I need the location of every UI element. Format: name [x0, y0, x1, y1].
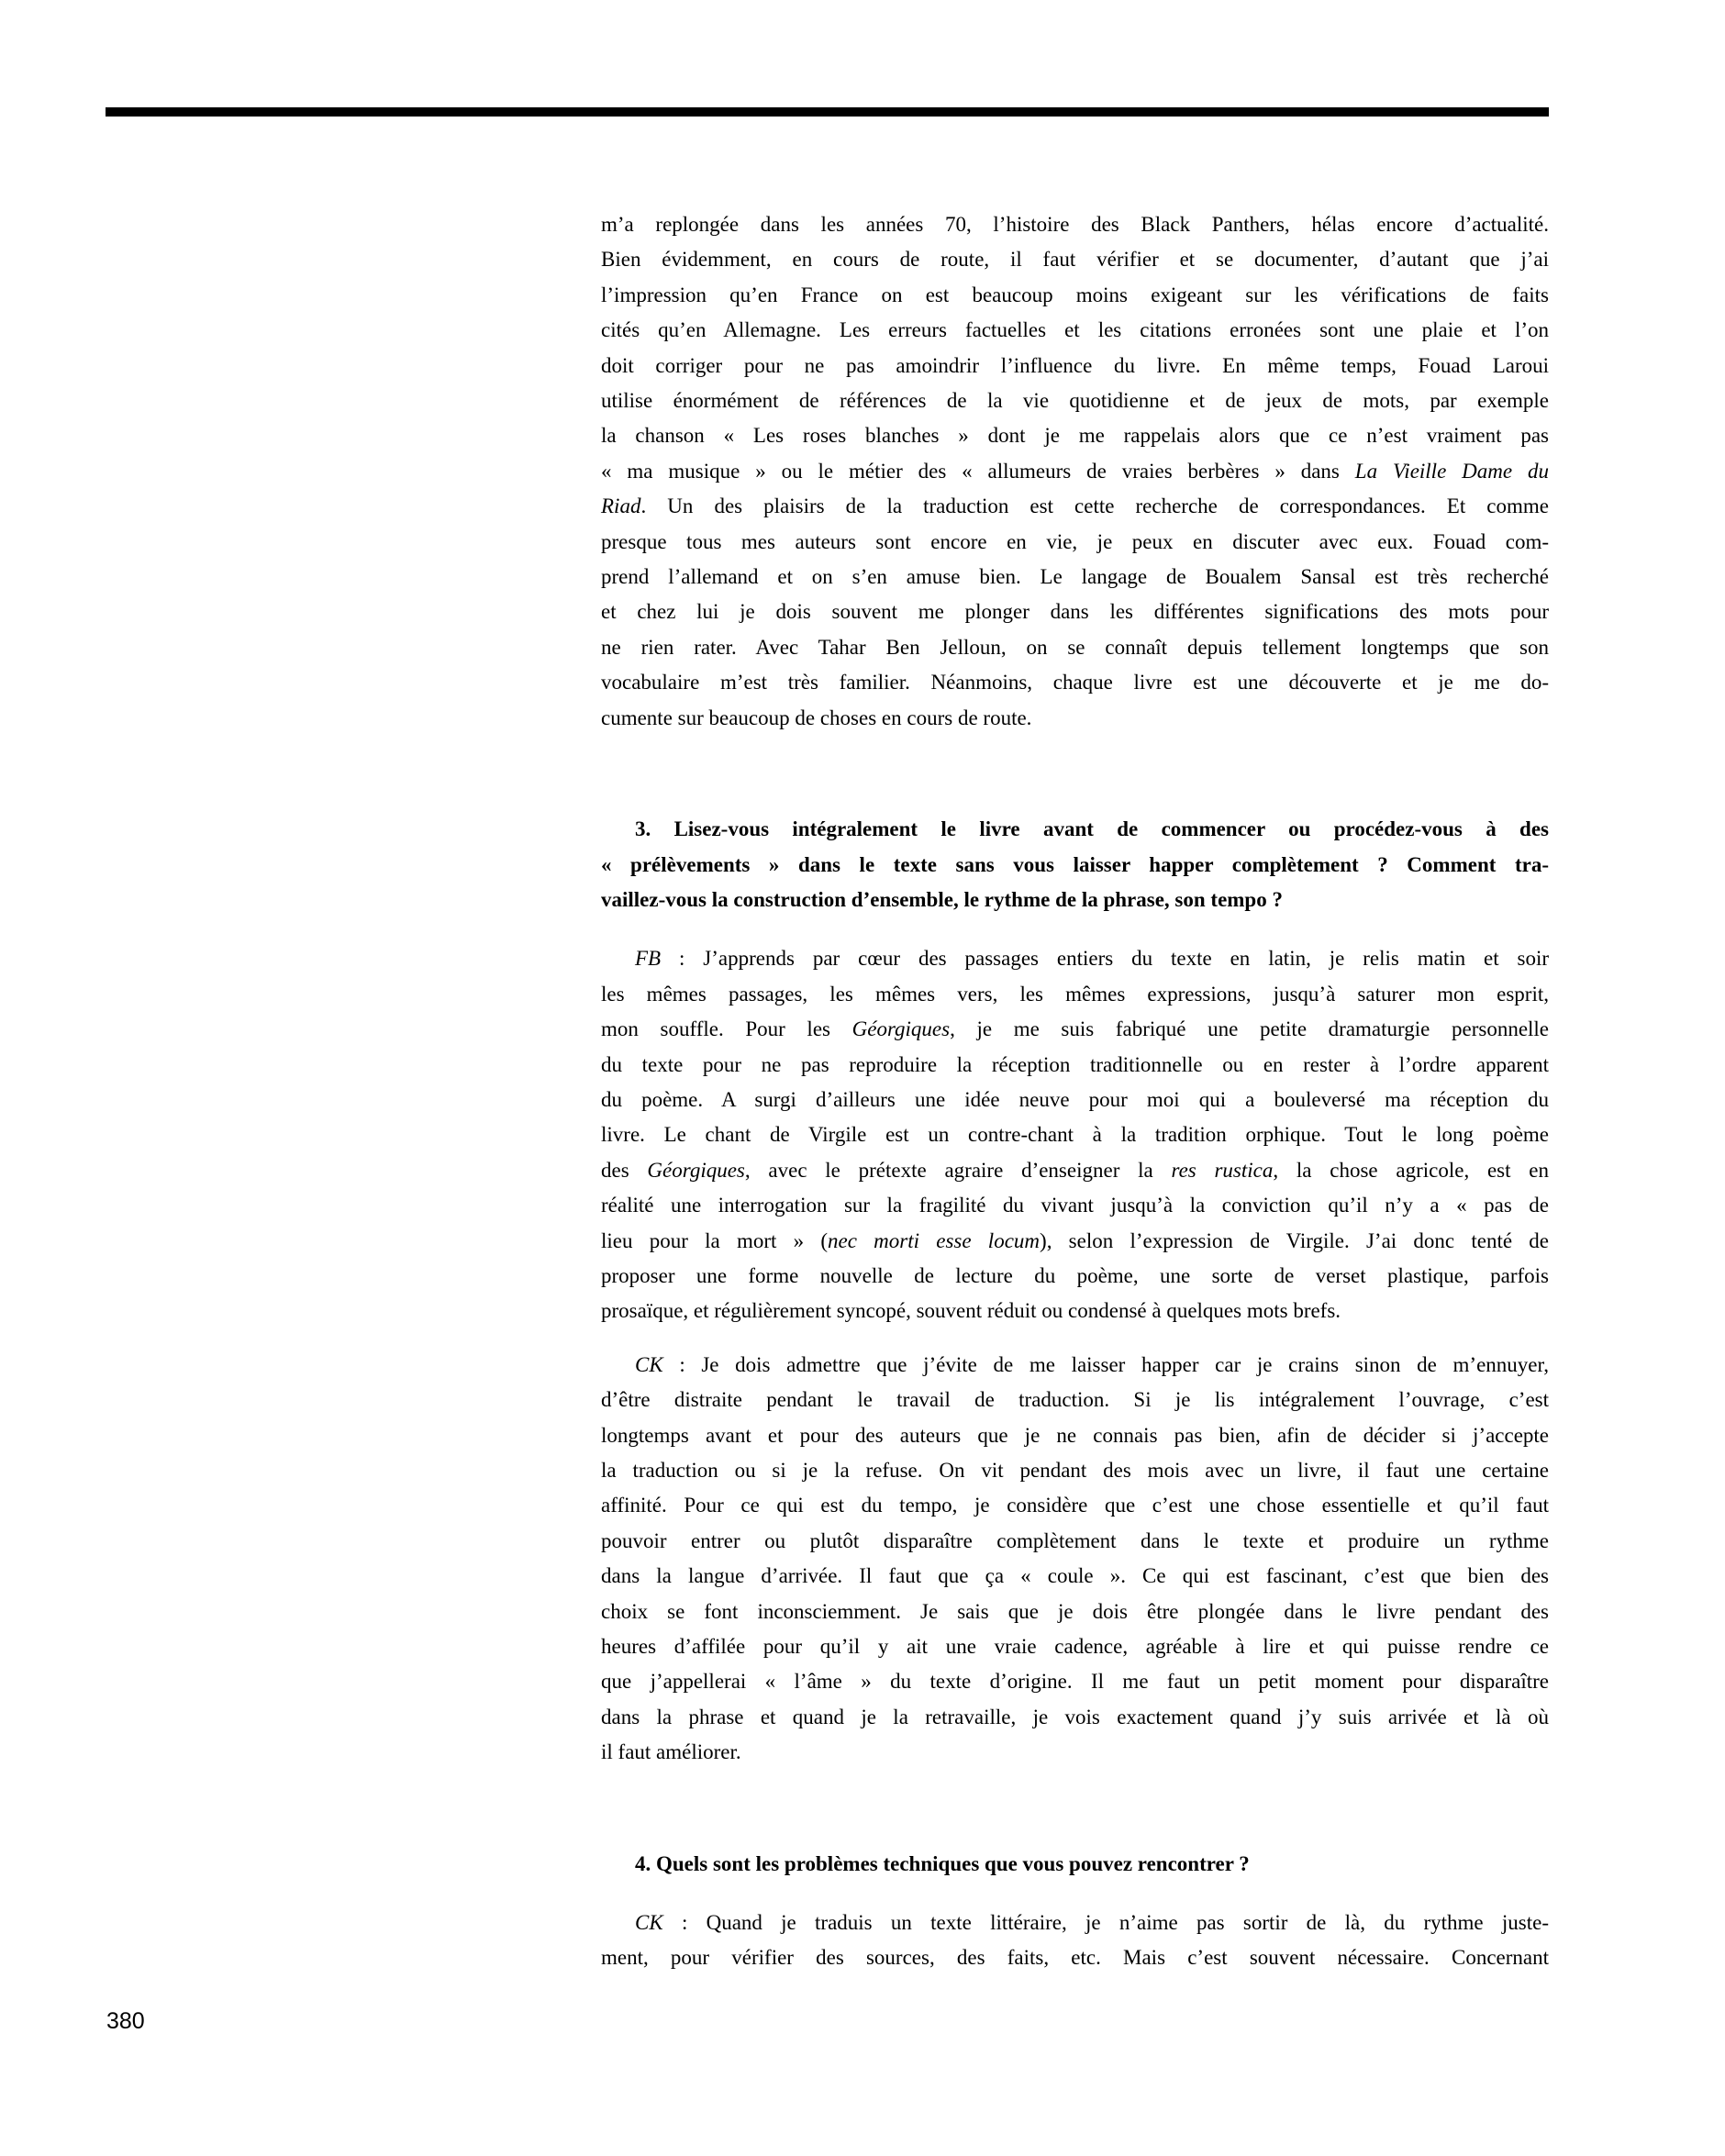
text-segment: dans la phrase et quand je la retravaille, je vois exactement quand j’y suis arrivée et là où — [601, 1705, 1549, 1728]
italic-text-segment: La Vieille Dame du — [1354, 459, 1549, 483]
italic-text-segment: Riad — [601, 495, 641, 518]
text-segment: la chanson « Les roses blanches » dont je me rappelais alors que ce n’est vraiment pas — [601, 424, 1549, 448]
text-line — [601, 1012, 1549, 1047]
italic-text-segment: Géorgiques — [851, 1017, 951, 1041]
text-line — [601, 1488, 1549, 1523]
text-segment: des — [601, 1158, 648, 1182]
text-segment: dans la langue d’arrivée. Il faut que ça « coule ». Ce qui est fascinant, c’est que bien des — [601, 1564, 1549, 1588]
text-line — [601, 1259, 1549, 1294]
text-segment: choix se font inconsciemment. Je sais que je dois être plongée dans le livre pendant des — [601, 1599, 1549, 1623]
text-line — [601, 560, 1549, 595]
text-line — [601, 207, 1549, 242]
text-segment: livre. Le chant de Virgile est un contre-chant à la tradition orphique. Tout le long poème — [601, 1123, 1549, 1147]
text-line — [601, 242, 1549, 277]
text-line — [601, 1188, 1549, 1223]
text-segment: les mêmes passages, les mêmes vers, les mêmes expressions, jusqu’à saturer mon esprit, — [601, 982, 1549, 1006]
text-segment: ), selon l’expression de Virgile. J’ai donc tenté de — [1040, 1228, 1549, 1252]
text-line — [601, 1294, 1549, 1328]
italic-text-segment: FB — [635, 947, 662, 971]
text-line — [601, 1117, 1549, 1152]
text-segment: ne rien rater. Avec Tahar Ben Jelloun, on se connaît depuis tellement longtemps que son — [601, 635, 1549, 659]
text-segment: cités qu’en Allemagne. Les erreurs factuelles et les citations erronées sont une plaie et l’on — [601, 318, 1549, 342]
text-segment: , avec le prétexte agraire d’enseigner la — [744, 1158, 1172, 1182]
text-segment: heures d’affilée pour qu’il y ait une vraie cadence, agréable à lire et qui puisse rendre ce — [601, 1635, 1549, 1659]
text-line — [601, 701, 1549, 736]
text-segment: pouvoir entrer ou plutôt disparaître complètement dans le texte et produire un rythme — [601, 1528, 1549, 1552]
text-line — [601, 1700, 1549, 1735]
text-segment: m’a replongée dans les années 70, l’histoire des Black Panthers, hélas encore d’actualité. — [601, 213, 1549, 236]
italic-text-segment: nec morti esse locum — [828, 1228, 1041, 1252]
text-segment: presque tous mes auteurs sont encore en vie, je peux en discuter avec eux. Fouad com- — [601, 529, 1549, 553]
text-segment: : Quand je traduis un texte littéraire, je n’aime pas sortir de là, du rythme juste- — [662, 1911, 1549, 1935]
top-rule — [106, 107, 1549, 117]
text-line — [601, 1153, 1549, 1188]
text-line — [601, 278, 1549, 313]
text-segment: et chez lui je dois souvent me plonger dans les différentes significations des mots pour — [601, 600, 1549, 624]
text-line — [601, 1348, 1549, 1383]
text-segment: longtemps avant et pour des auteurs que je ne connais pas bien, afin de décider si j’accepte — [601, 1423, 1549, 1447]
text-line — [601, 1559, 1549, 1594]
text-segment: . Un des plaisirs de la traduction est cette recherche de correspondances. Et comme — [640, 495, 1549, 518]
text-segment: d’être distraite pendant le travail de traduction. Si je lis intégralement l’ouvrage, c’est — [601, 1388, 1549, 1412]
text-segment: 4. Quels sont les problèmes techniques que vous pouvez rencontrer ? — [635, 1851, 1250, 1875]
text-segment: : Je dois admettre que j’évite de me laisser happer car je crains sinon de m’ennuyer, — [662, 1352, 1549, 1376]
page-number: 380 — [106, 2008, 145, 2034]
text-segment: il faut améliorer. — [601, 1740, 741, 1764]
text-line — [601, 977, 1549, 1012]
text-segment: la traduction ou si je la refuse. On vit pendant des mois avec un livre, il faut une certaine — [601, 1459, 1549, 1482]
text-segment: l’impression qu’en France on est beaucoup moins exigeant sur les vérifications de faits — [601, 283, 1549, 306]
text-line — [601, 1048, 1549, 1083]
text-line — [601, 883, 1549, 917]
text-line — [601, 848, 1549, 883]
text-segment: cumente sur beaucoup de choses en cours de route. — [601, 706, 1032, 729]
text-segment: « prélèvements » dans le texte sans vous laisser happer complètement ? Comment tra- — [601, 852, 1549, 876]
answer-fb — [601, 941, 1549, 1328]
text-line — [601, 349, 1549, 383]
italic-text-segment: Géorgiques — [647, 1158, 745, 1182]
text-line — [601, 1224, 1549, 1259]
italic-text-segment: CK — [635, 1911, 663, 1935]
text-segment: du texte pour ne pas reproduire la réception traditionnelle ou en rester à l’ordre apparent — [601, 1052, 1549, 1076]
text-segment: « ma musique » ou le métier des « allumeurs de vraies berbères » dans — [601, 459, 1355, 483]
text-line — [601, 941, 1549, 976]
text-line — [601, 454, 1549, 489]
answer-ck — [601, 1348, 1549, 1771]
text-line — [601, 630, 1549, 665]
text-segment: lieu pour la mort » ( — [601, 1228, 829, 1252]
text-segment: vaillez-vous la construction d’ensemble, le rythme de la phrase, son tempo ? — [601, 887, 1283, 911]
text-segment: mon souffle. Pour les — [601, 1017, 852, 1041]
text-line — [601, 1453, 1549, 1488]
text-segment: doit corriger pour ne pas amoindrir l’influence du livre. En même temps, Fouad Laroui — [601, 353, 1549, 377]
text-segment: 3. Lisez-vous intégralement le livre avant de commencer ou procédez-vous à des — [635, 817, 1549, 841]
text-segment: : J’apprends par cœur des passages entiers du texte en latin, je relis matin et soir — [661, 947, 1549, 971]
text-segment: que j’appellerai « l’âme » du texte d’origine. Il me faut un petit moment pour disparaître — [601, 1670, 1549, 1694]
text-segment: prend l’allemand et on s’en amuse bien. Le langage de Boualem Sansal est très recherché — [601, 565, 1549, 589]
text-segment: réalité une interrogation sur la fragilité du vivant jusqu’à la conviction qu’il n’y a « pas de — [601, 1194, 1549, 1217]
text-segment: Bien évidemment, en cours de route, il faut vérifier et se documenter, d’autant que j’ai — [601, 248, 1549, 272]
text-line — [601, 665, 1549, 700]
text-line — [601, 812, 1549, 847]
text-line — [601, 1735, 1549, 1770]
text-line — [601, 489, 1549, 524]
italic-text-segment: res rustica — [1171, 1158, 1274, 1182]
text-line — [601, 1383, 1549, 1417]
text-segment: vocabulaire m’est très familier. Néanmoins, chaque livre est une découverte et je me do- — [601, 671, 1549, 695]
text-segment: du poème. A surgi d’ailleurs une idée neuve pour moi qui a bouleversé ma réception du — [601, 1087, 1549, 1111]
text-segment: prosaïque, et régulièrement syncopé, souvent réduit ou condensé à quelques mots brefs. — [601, 1299, 1341, 1323]
text-line — [601, 383, 1549, 418]
question-4 — [601, 1847, 1549, 1882]
text-line — [601, 418, 1549, 453]
italic-text-segment: CK — [635, 1352, 663, 1376]
text-segment: , je me suis fabriqué une petite dramaturgie personnelle — [950, 1017, 1550, 1041]
text-line — [601, 1083, 1549, 1117]
text-line — [601, 1664, 1549, 1699]
text-line — [601, 1940, 1549, 1975]
text-line — [601, 595, 1549, 629]
text-line — [601, 1524, 1549, 1559]
question-3 — [601, 812, 1549, 917]
text-column — [601, 207, 1549, 1976]
text-line — [601, 1418, 1549, 1453]
text-line — [601, 1906, 1549, 1940]
text-segment: proposer une forme nouvelle de lecture du poème, une sorte de verset plastique, parfois — [601, 1263, 1549, 1287]
text-line — [601, 1847, 1549, 1882]
text-segment: affinité. Pour ce qui est du tempo, je considère que c’est une chose essentielle et qu’il faut — [601, 1494, 1549, 1517]
text-segment: , la chose agricole, est en — [1273, 1158, 1549, 1182]
text-line — [601, 313, 1549, 348]
text-line — [601, 1629, 1549, 1664]
paragraph-continuation — [601, 207, 1549, 736]
text-line — [601, 525, 1549, 560]
text-segment: ment, pour vérifier des sources, des faits, etc. Mais c’est souvent nécessaire. Concernant — [601, 1946, 1549, 1970]
text-line — [601, 1595, 1549, 1629]
answer-ck-2 — [601, 1906, 1549, 1976]
text-segment: utilise énormément de références de la vie quotidienne et de jeux de mots, par exemple — [601, 389, 1549, 413]
